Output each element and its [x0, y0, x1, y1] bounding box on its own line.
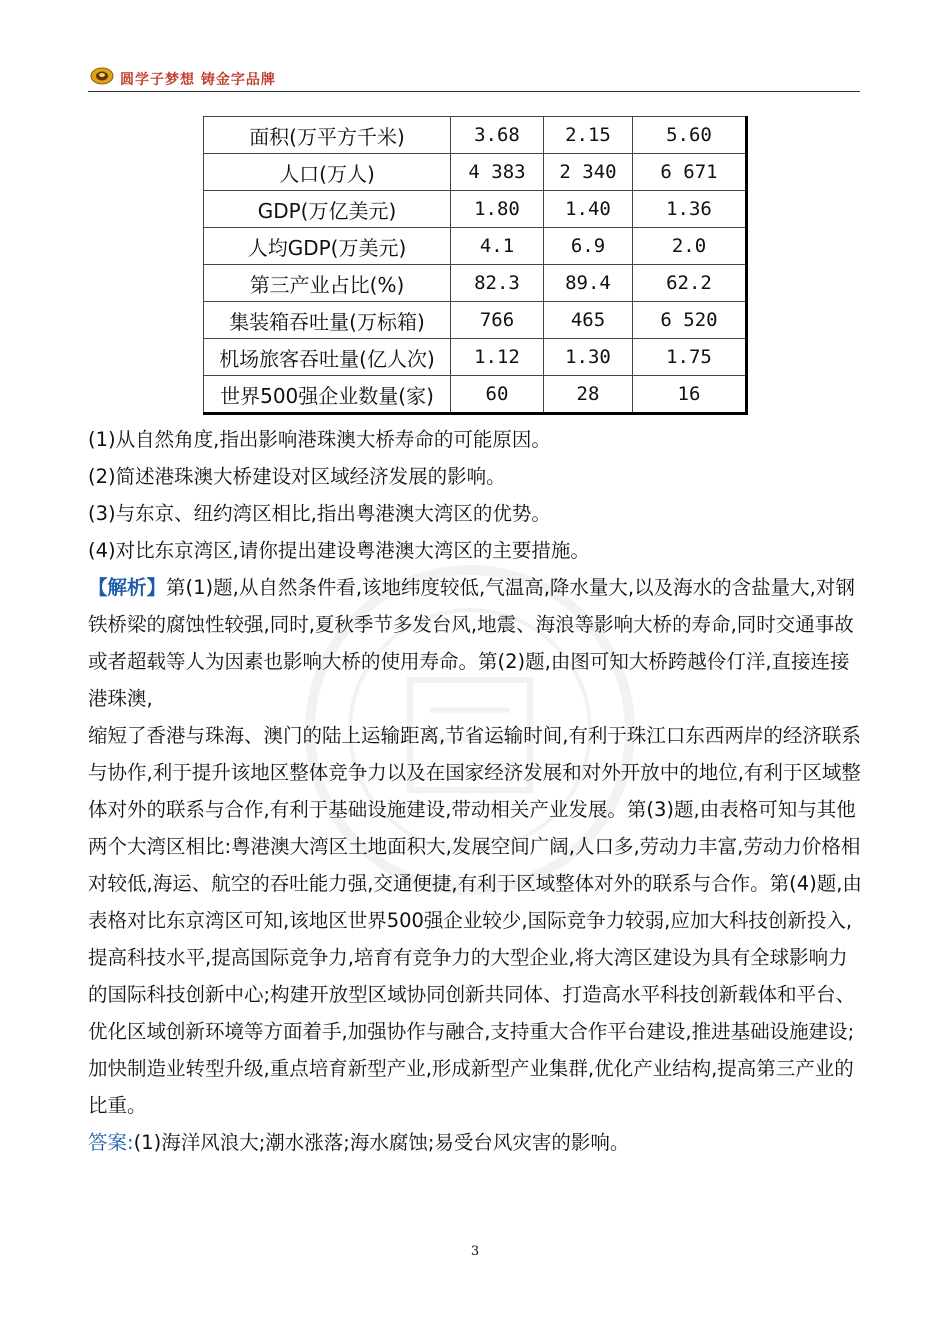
answer-tag: 答案:	[88, 1131, 134, 1154]
analysis-text-1: 第(1)题,从自然条件看,该地纬度较低,气温高,降水量大,以及海水的含盐量大,对钢铁桥梁的腐蚀性较强,同时,夏秋季节多发台风,地震、海浪等影响大桥的寿命,同时交通事故或者超载等人为因素也影响大桥的使用寿命。第(2)题,由图可知大桥跨越伶仃洋,直接连接港珠澳,	[88, 576, 855, 710]
row-label: 世界500强企业数量(家)	[204, 376, 451, 414]
row-label: 人口(万人)	[204, 154, 451, 191]
table-cell: 6.9	[544, 228, 633, 265]
table-cell: 1.80	[451, 191, 544, 228]
row-label: 集装箱吞吐量(万标箱)	[204, 302, 451, 339]
question-1: (1)从自然角度,指出影响港珠澳大桥寿命的可能原因。	[88, 428, 551, 451]
table-cell: 6 520	[633, 302, 747, 339]
table-row	[204, 154, 747, 191]
analysis-paragraph-1	[88, 569, 862, 717]
table-cell: 1.30	[544, 339, 633, 376]
answer-paragraph	[88, 1124, 862, 1161]
question-content	[88, 421, 862, 1161]
row-label: 机场旅客吞吐量(亿人次)	[204, 339, 451, 376]
logo-icon	[90, 66, 114, 86]
question-4: (4)对比东京湾区,请你提出建设粤港澳大湾区的主要措施。	[88, 539, 590, 562]
table-row	[204, 302, 747, 339]
table-row	[204, 117, 747, 154]
row-label: 人均GDP(万美元)	[204, 228, 451, 265]
row-label: 面积(万平方千米)	[204, 117, 451, 154]
table-cell: 2.15	[544, 117, 633, 154]
table-cell: 62.2	[633, 265, 747, 302]
table-cell: 4 383	[451, 154, 544, 191]
table-cell: 1.12	[451, 339, 544, 376]
table-cell: 1.40	[544, 191, 633, 228]
table-cell: 60	[451, 376, 544, 414]
table-cell: 2 340	[544, 154, 633, 191]
table-row	[204, 228, 747, 265]
table-cell: 465	[544, 302, 633, 339]
table-cell: 766	[451, 302, 544, 339]
analysis-tag: 【解析】	[88, 576, 167, 599]
table-cell: 3.68	[451, 117, 544, 154]
header-divider	[88, 91, 860, 92]
table-cell: 1.75	[633, 339, 747, 376]
row-label: GDP(万亿美元)	[204, 191, 451, 228]
table-row	[204, 265, 747, 302]
table-row	[204, 191, 747, 228]
table-cell: 82.3	[451, 265, 544, 302]
table-cell: 16	[633, 376, 747, 414]
table-cell: 2.0	[633, 228, 747, 265]
header-slogan: 圆学子梦想 铸金字品牌	[120, 72, 276, 88]
table-row	[204, 339, 747, 376]
page-number: 3	[470, 1244, 480, 1259]
table-cell: 5.60	[633, 117, 747, 154]
bay-area-comparison-table	[203, 116, 748, 415]
table-cell: 4.1	[451, 228, 544, 265]
question-3: (3)与东京、纽约湾区相比,指出粤港澳大湾区的优势。	[88, 502, 551, 525]
table-row	[204, 376, 747, 414]
table-cell: 1.36	[633, 191, 747, 228]
table-cell: 28	[544, 376, 633, 414]
page-header	[88, 64, 860, 94]
analysis-paragraph-2: 缩短了香港与珠海、澳门的陆上运输距离,节省运输时间,有利于珠江口东西两岸的经济联系与协作,利于提升该地区整体竞争力以及在国家经济发展和对外开放中的地位,有利于区域整体对外的联系与合作,有利于基础设施建设,带动相关产业发展。第(3)题,由表格可知与其他两个大湾区相比:粤港澳大湾区土地面积大,发展空间广阔,人口多,劳动力丰富,劳动力价格相对较低,海运、航空的吞吐能力强,交通便捷,有利于区域整体对外的联系与合作。第(4)题,由表格对比东京湾区可知,该地区世界500强企业较少,国际竞争力较弱,应加大科技创新投入,提高科技水平,提高国际竞争力,培育有竞争力的大型企业,将大湾区建设为具有全球影响力的国际科技创新中心;构建开放型区域协同创新共同体、打造高水平科技创新载体和平台、优化区域创新环境等方面着手,加强协作与融合,支持重大合作平台建设,推进基础设施建设;加快制造业转型升级,重点培育新型产业,形成新型产业集群,优化产业结构,提高第三产业的比重。	[88, 724, 862, 1117]
row-label: 第三产业占比(%)	[204, 265, 451, 302]
table-cell: 89.4	[544, 265, 633, 302]
answer-text: (1)海洋风浪大;潮水涨落;海水腐蚀;易受台风灾害的影响。	[133, 1131, 630, 1154]
table-cell: 6 671	[633, 154, 747, 191]
question-2: (2)简述港珠澳大桥建设对区域经济发展的影响。	[88, 465, 506, 488]
